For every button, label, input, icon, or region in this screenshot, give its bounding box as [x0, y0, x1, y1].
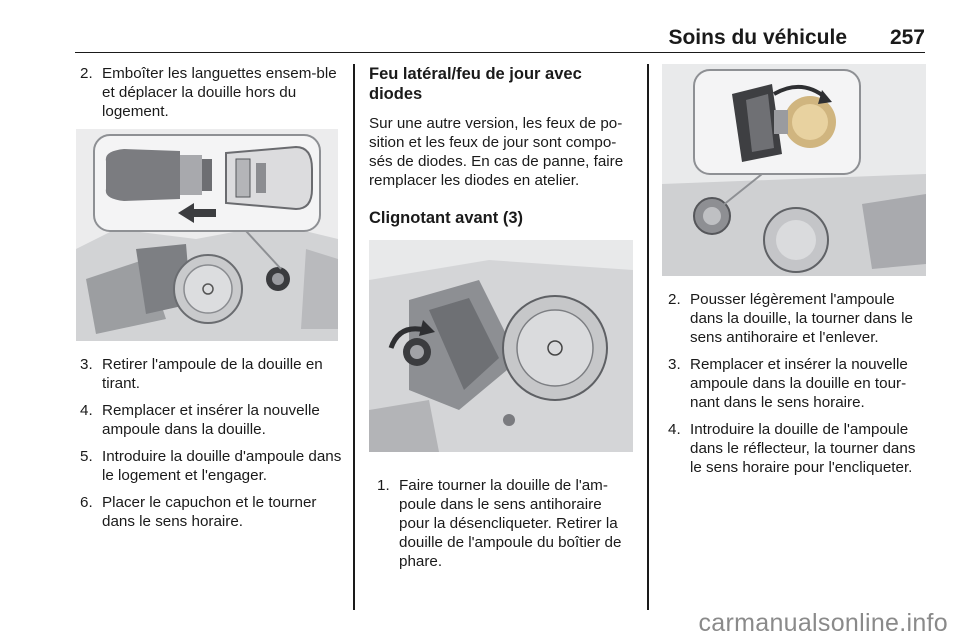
step-item [377, 476, 633, 571]
column-middle [369, 64, 633, 579]
step-number: 5. [80, 448, 93, 465]
step-text: Pousser légèrement l'ampoule dans la douille, la tourner dans le sens antihoraire et l'enlever. [690, 291, 913, 346]
column-divider [353, 64, 355, 610]
step-text: Retirer l'ampoule de la douille en tirant. [102, 356, 323, 392]
step-item [668, 290, 926, 347]
step-item [80, 64, 342, 121]
page-header [75, 22, 925, 53]
step-item [668, 420, 926, 477]
step-text: Remplacer et insérer la nouvelle ampoule dans la douille. [102, 402, 320, 438]
step-item [80, 447, 342, 485]
illustration-bulb-in-socket [662, 64, 926, 276]
column-divider [647, 64, 649, 610]
step-number: 3. [668, 356, 681, 373]
step-text: Faire tourner la douille de l'am-poule dans le sens antihoraire pour la désencliqueter. Retirer la douille de l'ampoule du boîtier de phare. [399, 477, 622, 570]
page-number: 257 [889, 26, 925, 49]
step-text: Placer le capuchon et le tourner dans le sens horaire. [102, 494, 317, 530]
illustration-svg [369, 240, 633, 452]
illustration-turn-signal-socket [369, 240, 633, 452]
paragraph: Sur une autre version, les feux de po-sition et les feux de jour sont compo-sés de diodes. En cas de panne, faire remplacer les diodes en atelier. [369, 115, 624, 189]
section-heading: Clignotant avant (3) [369, 209, 524, 227]
step-number: 6. [80, 494, 93, 511]
illustration-svg [76, 129, 338, 341]
illustration-bulb-removal [76, 129, 338, 341]
step-number: 2. [80, 65, 93, 82]
step-item [80, 493, 342, 531]
section-heading: Feu latéral/feu de jour avec diodes [369, 65, 582, 103]
watermark: carmanualsonline.info [698, 609, 948, 637]
step-number: 4. [80, 402, 93, 419]
step-text: Emboîter les languettes ensem-ble et déplacer la douille hors du logement. [102, 65, 337, 120]
step-text: Introduire la douille d'ampoule dans le logement et l'engager. [102, 448, 342, 484]
column-right [662, 64, 926, 485]
step-number: 3. [80, 356, 93, 373]
section-title: Soins du véhicule [668, 26, 847, 49]
step-number: 2. [668, 291, 681, 308]
step-item [80, 355, 342, 393]
column-left [80, 64, 342, 539]
step-number: 4. [668, 421, 681, 438]
illustration-svg [662, 64, 926, 276]
step-item [668, 355, 926, 412]
step-text: Introduire la douille de l'ampoule dans le réflecteur, la tourner dans le sens horaire pour l'encliqueter. [690, 421, 916, 476]
step-item [80, 401, 342, 439]
step-number: 1. [377, 477, 390, 494]
step-text: Remplacer et insérer la nouvelle ampoule dans la douille en tour-nant dans le sens horaire. [690, 356, 908, 411]
